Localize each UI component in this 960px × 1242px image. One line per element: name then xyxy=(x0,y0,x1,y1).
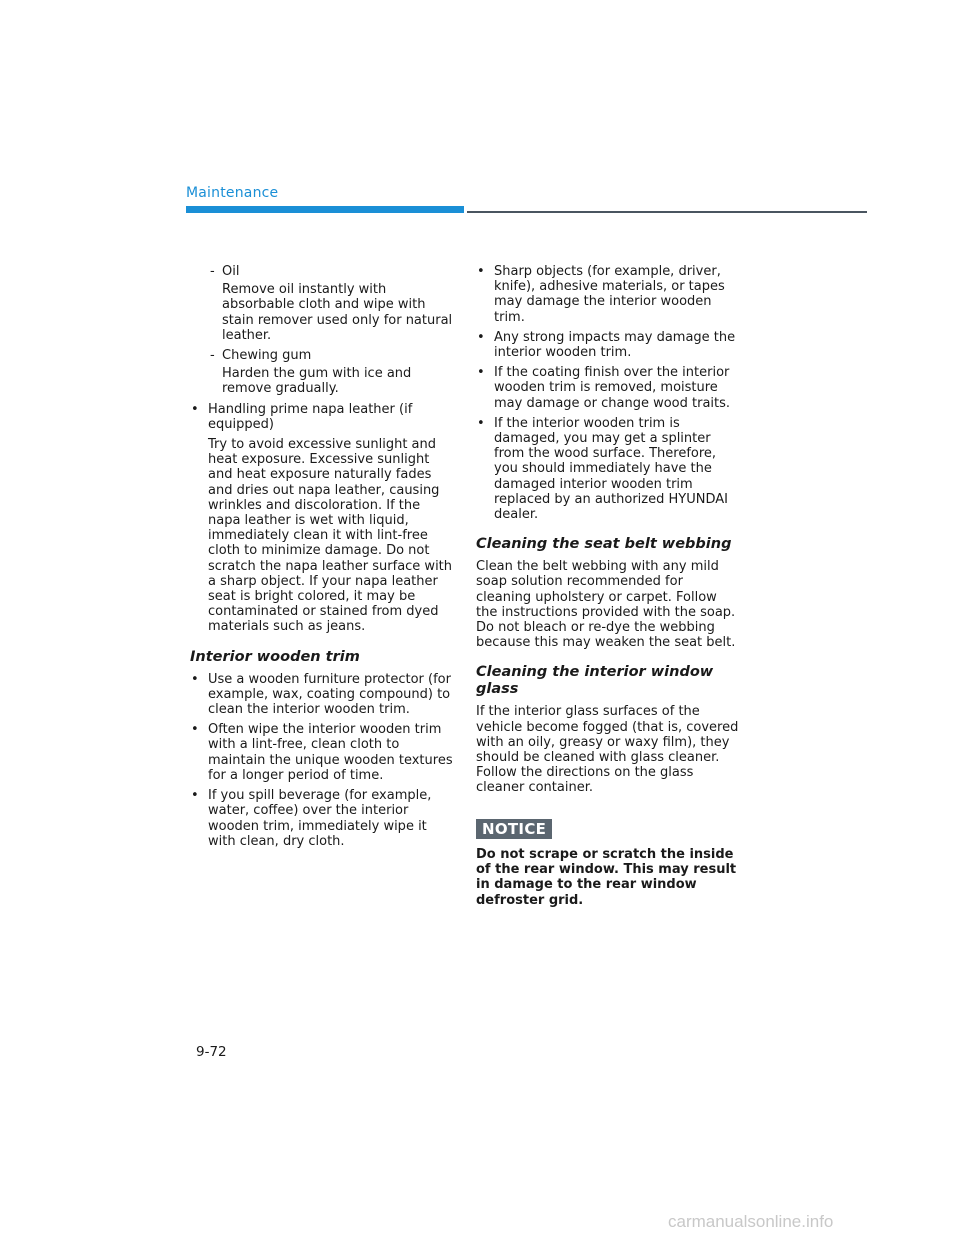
watermark: carmanualsonline.info xyxy=(668,1212,834,1231)
oil-text: Remove oil instantly with absorbable cloth and wipe with stain remover used only for natural leather. xyxy=(222,282,453,343)
list-item xyxy=(190,348,455,363)
list-item xyxy=(476,365,741,411)
napa-label: Handling prime napa leather (if equipped) xyxy=(208,401,413,432)
page-number: 9-72 xyxy=(196,1044,227,1060)
list-item xyxy=(190,788,455,849)
bullet-marker: • xyxy=(191,401,199,417)
bullet-text: If you spill beverage (for example, water, coffee) over the interior wooden trim, immediately wipe it with clean, dry cloth. xyxy=(208,788,432,849)
bullet-text: Any strong impacts may damage the interior wooden trim. xyxy=(494,329,736,361)
glass-heading: Cleaning the interior window glass xyxy=(476,664,714,698)
list-item xyxy=(476,416,741,522)
dash-marker: - xyxy=(210,264,215,279)
right-column xyxy=(476,264,741,908)
left-column xyxy=(190,264,455,854)
bullet-text: Use a wooden furniture protector (for example, wax, coating compound) to clean the interior wooden trim. xyxy=(208,671,451,718)
bullet-marker: • xyxy=(191,722,199,738)
belt-heading: Cleaning the seat belt webbing xyxy=(476,536,732,553)
notice-badge: NOTICE xyxy=(476,819,552,839)
wood-heading: Interior wooden trim xyxy=(190,648,360,665)
bullet-marker: • xyxy=(477,415,485,431)
bullet-marker: • xyxy=(477,329,485,345)
glass-text: If the interior glass surfaces of the vehicle become fogged (that is, covered with an oily, greasy or waxy film), they should be cleaned with glass cleaner. Follow the directions on the glass cleaner container. xyxy=(476,704,739,796)
list-item xyxy=(190,402,455,432)
list-item xyxy=(190,672,455,718)
list-item xyxy=(190,722,455,783)
list-item xyxy=(476,330,741,360)
bullet-marker: • xyxy=(191,788,199,804)
bullet-text: If the interior wooden trim is damaged, you may get a splinter from the wood surface. Therefore, you should immediately have the damaged interior wooden trim replaced by an authorized HYUNDAI dealer. xyxy=(494,415,728,523)
section-title: Maintenance xyxy=(186,185,279,201)
bullet-text: Sharp objects (for example, driver, knife), adhesive materials, or tapes may damage the interior wooden trim. xyxy=(494,264,725,325)
gum-label: Chewing gum xyxy=(222,348,312,364)
bullet-marker: • xyxy=(477,365,485,381)
header-rule xyxy=(467,211,867,213)
bullet-marker: • xyxy=(191,671,199,687)
list-item xyxy=(476,264,741,325)
header-accent-bar xyxy=(186,206,464,213)
notice-text: Do not scrape or scratch the inside of the rear window. This may result in damage to the rear window defroster grid. xyxy=(476,846,737,908)
belt-text: Clean the belt webbing with any mild soap solution recommended for cleaning upholstery or carpet. Follow the instructions provided with the soap. Do not bleach or re-dye the webbing because this may weaken the seat belt. xyxy=(476,559,736,651)
dash-marker: - xyxy=(210,348,215,364)
bullet-text: If the coating finish over the interior wooden trim is removed, moisture may damage or change wood traits. xyxy=(494,365,731,411)
gum-text: Harden the gum with ice and remove gradually. xyxy=(222,366,412,397)
bullet-marker: • xyxy=(477,264,485,279)
list-item xyxy=(190,264,455,279)
bullet-text: Often wipe the interior wooden trim with a lint-free, clean cloth to maintain the unique wooden textures for a longer period of time. xyxy=(208,722,453,783)
napa-text: Try to avoid excessive sunlight and heat exposure. Excessive sunlight and heat exposure naturally fades and dries out napa leather, causing wrinkles and discoloration. If the napa leather is wet with liquid, immediately clean it with lint-free cloth to minimize damage. Do not scratch the napa leather surface with a sharp object. If your napa leather seat is bright colored, it may be contaminated or stained from dyed materials such as jeans. xyxy=(208,437,453,635)
oil-label: Oil xyxy=(222,264,240,279)
